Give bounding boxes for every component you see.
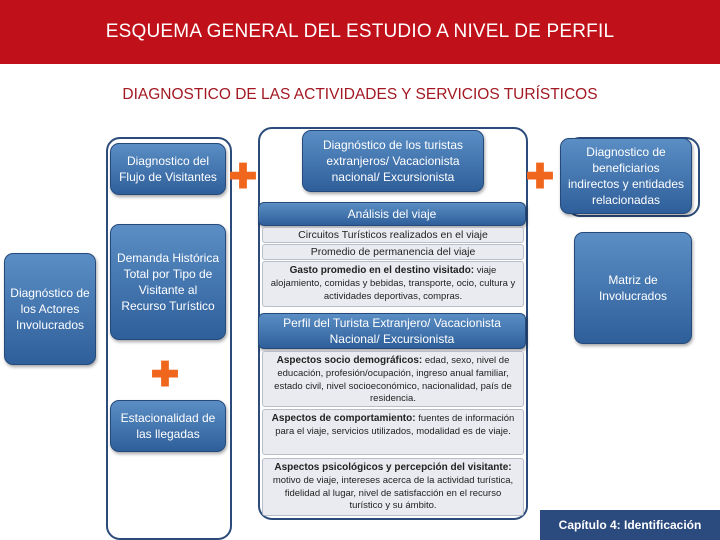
analisis-box (258, 202, 526, 226)
matriz-label: Matriz de Involucrados (598, 272, 668, 303)
estacionalidad-box (110, 400, 226, 452)
comport-row (262, 409, 524, 455)
socio-title: Aspectos socio demográficos: (276, 355, 423, 366)
chapter-label: Capítulo 4: Identificación (558, 518, 702, 532)
plus-icon: ✚ (150, 356, 180, 394)
actores-label: Diagnóstico de los Actores Involucrados (10, 285, 90, 333)
psico-row (262, 458, 524, 516)
psico-title: Aspectos psicológicos y percepción del visitante: (274, 462, 512, 473)
beneficiarios-box (560, 138, 692, 214)
turistas-label: Diagnóstico de los turistas extranjeros/ Vacacionista nacional/ Excursionista (322, 137, 464, 185)
diagram-subtitle: DIAGNOSTICO DE LAS ACTIVIDADES Y SERVICIOS TURÍSTICOS (122, 86, 598, 103)
circuitos-label: Circuitos Turísticos realizados en el viaje (298, 229, 488, 241)
socio-row (262, 351, 524, 407)
actores-box (4, 253, 96, 365)
socio-text: edad, sexo, nivel de educación, profesión/ocupación, ingreso anual familiar, estado civil, nivel socioeconómico, nacionalidad, país de residencia. (274, 355, 512, 405)
perfil-box (258, 313, 526, 349)
flujo-box (110, 143, 226, 195)
demanda-box (110, 224, 226, 340)
matriz-box (574, 232, 692, 344)
page-header (0, 0, 720, 64)
demanda-label: Demanda Histórica Total por Tipo de Visitante al Recurso Turístico (116, 250, 220, 314)
analisis-label: Análisis del viaje (347, 206, 437, 221)
estacionalidad-label: Estacionalidad de las llegadas (120, 410, 216, 441)
circuitos-row (262, 227, 524, 243)
beneficiarios-label: Diagnostico de beneficiarios indirectos y entidades relacionadas (567, 144, 685, 208)
comport-title: Aspectos de comportamiento: (271, 413, 416, 424)
page-title: ESQUEMA GENERAL DEL ESTUDIO A NIVEL DE PERFIL (105, 21, 615, 42)
permanencia-label: Promedio de permanencia del viaje (310, 246, 476, 258)
flujo-label: Diagnostico del Flujo de Visitantes (119, 153, 217, 184)
turistas-box (302, 130, 484, 192)
comport-text: fuentes de información para el viaje, servicios utilizados, modalidad es de viaje. (275, 413, 515, 437)
permanencia-row (262, 244, 524, 260)
gasto-text: viaje alojamiento, comidas y bebidas, transporte, ocio, cultura y actividades deportivas, compras. (270, 265, 516, 302)
plus-icon: ✚ (525, 158, 555, 196)
psico-text: motivo de viaje, intereses acerca de la actividad turística, fidelidad al lugar, nivel de satisfacción en el recurso turístico y su ámbito. (272, 474, 514, 512)
plus-icon: ✚ (228, 158, 258, 196)
gasto-row (262, 261, 524, 307)
chapter-footer (540, 510, 720, 540)
perfil-label: Perfil del Turista Extranjero/ Vacacionista Nacional/ Excursionista (283, 315, 501, 346)
gasto-title: Gasto promedio en el destino visitado: (289, 265, 475, 276)
